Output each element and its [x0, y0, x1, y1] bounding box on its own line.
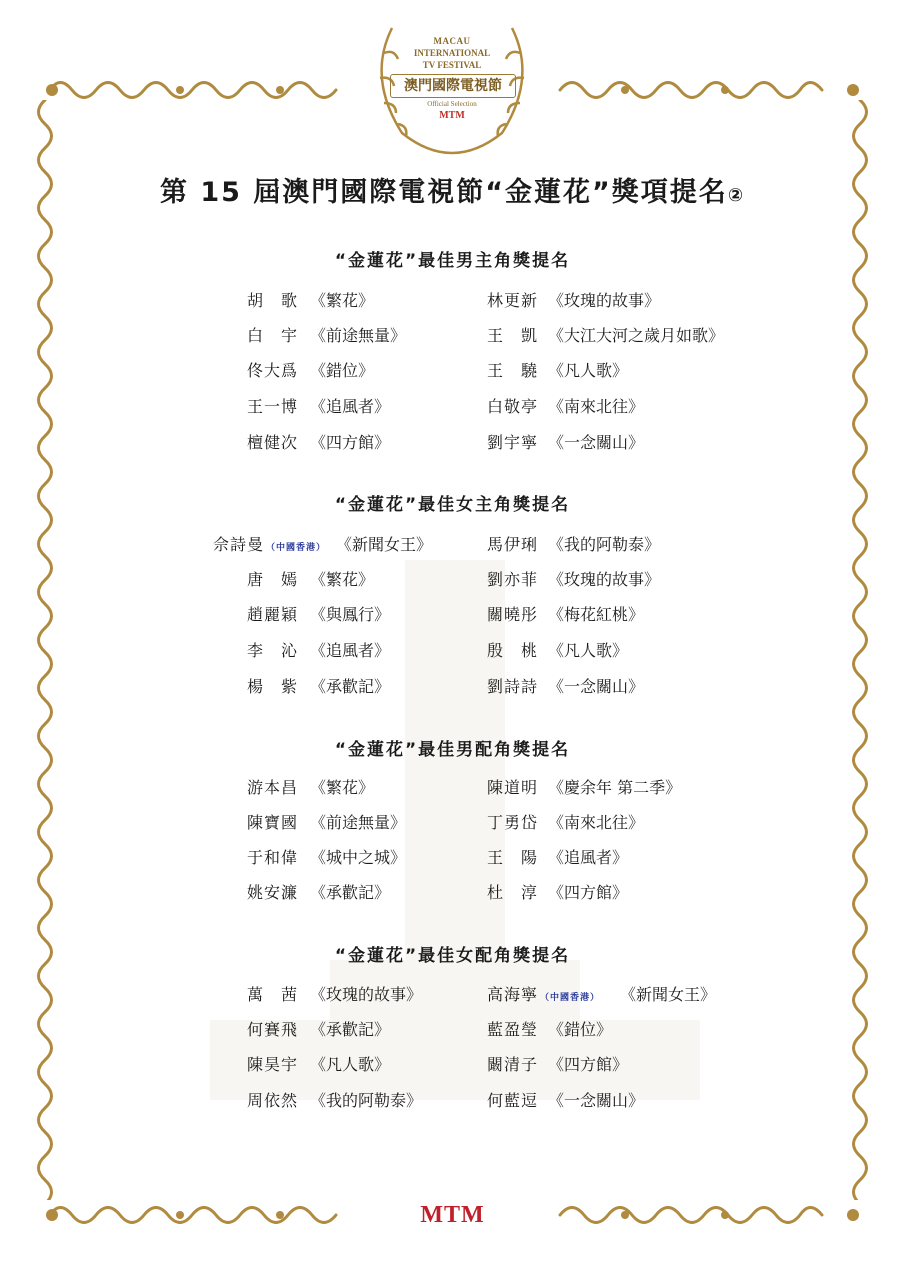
list-item: [0, 1053, 905, 1077]
nominee-name: [487, 983, 600, 1010]
nominee-name-text: 佘詩曼: [213, 535, 265, 554]
list-item: [0, 533, 905, 557]
nominee-name: 陳昊宇: [247, 1055, 299, 1074]
nominee-work: 《四方館》: [548, 1055, 629, 1074]
list-item: [0, 639, 905, 663]
nominee-name: 闞清子: [487, 1055, 539, 1074]
nominee-work: 《新聞女王》: [336, 535, 433, 554]
nominee-name: 陳寶國: [247, 813, 299, 832]
nominee-name: 唐 嫣: [247, 570, 299, 589]
nominee-work: 《承歡記》: [310, 677, 391, 696]
nominee-work: 《一念關山》: [548, 1091, 645, 1110]
nominee-name: 王 驍: [487, 361, 539, 380]
nominee-name: 何藍逗: [487, 1091, 539, 1110]
nominee-work: 《玫瑰的故事》: [310, 985, 423, 1004]
nominee-work: 《凡人歌》: [548, 641, 629, 660]
logo-line-international: INTERNATIONAL: [413, 48, 491, 58]
list-item: [0, 603, 905, 627]
nominee-name: 王 陽: [487, 848, 539, 867]
logo-line-mtm: MTM: [439, 110, 465, 121]
nominee-work: 《南來北往》: [548, 397, 645, 416]
list-item: [0, 395, 905, 419]
nominee-work: 《承歡記》: [310, 883, 391, 902]
logo-line-macau: MACAU: [433, 36, 471, 46]
nominee-name: 劉宇寧: [487, 433, 539, 452]
nominee-name-text: 高海寧: [487, 985, 539, 1004]
nominee-work: 《與鳳行》: [310, 605, 391, 624]
nominee-work: 《慶余年 第二季》: [548, 778, 682, 797]
nominee-work: 《追風者》: [548, 848, 629, 867]
nominee-work: 《前途無量》: [310, 326, 407, 345]
nominee-name: 白 宇: [247, 326, 299, 345]
nominee-work: 《四方館》: [310, 433, 391, 452]
nominee-name: 白敬亭: [487, 397, 539, 416]
nominee-work: 《追風者》: [310, 397, 391, 416]
nominee-name: 游本昌: [247, 778, 299, 797]
nominee-name: 李 沁: [247, 641, 299, 660]
nominee-name: 萬 茜: [247, 985, 299, 1004]
section-title-best-actress: “金蓮花”最佳女主角獎提名: [334, 495, 571, 515]
nominee-region: （中國香港）: [540, 993, 601, 1003]
nominee-work: 《凡人歌》: [310, 1055, 391, 1074]
festival-logo: [362, 8, 542, 158]
nominee-work: 《前途無量》: [310, 813, 407, 832]
list-item: [0, 1089, 905, 1113]
nominee-name: 佟大爲: [247, 361, 299, 380]
nominee-name: 周依然: [247, 1091, 299, 1110]
section-title-best-supporting-actor: “金蓮花”最佳男配角獎提名: [334, 740, 571, 760]
nominee-work: 《玫瑰的故事》: [548, 291, 661, 310]
nominee-region: （中國香港）: [266, 543, 327, 553]
nominee-work: 《我的阿勒泰》: [548, 535, 661, 554]
list-item: [0, 881, 905, 905]
nominee-work: 《我的阿勒泰》: [310, 1091, 423, 1110]
nominee-name: 劉亦菲: [487, 570, 539, 589]
nominee-name: 劉詩詩: [487, 677, 539, 696]
nominee-work: 《新聞女王》: [620, 985, 717, 1004]
nominee-name: 馬伊琍: [487, 535, 539, 554]
nominee-name: 檀健次: [247, 433, 299, 452]
nominee-name: 陳道明: [487, 778, 539, 797]
nominee-name: 姚安濂: [247, 883, 299, 902]
footer-brand-logo: MTM: [420, 1202, 485, 1228]
nominee-name: 王 凱: [487, 326, 539, 345]
list-item: [0, 811, 905, 835]
nominee-name: 于和偉: [247, 848, 299, 867]
list-item: [0, 359, 905, 383]
list-item: [0, 1018, 905, 1042]
nominee-name: 趙麗穎: [247, 605, 299, 624]
nominee-work: 《南來北往》: [548, 813, 645, 832]
list-item: [0, 568, 905, 592]
nominee-work: 《追風者》: [310, 641, 391, 660]
list-item: [0, 324, 905, 348]
nominee-work: 《繁花》: [310, 778, 375, 797]
page-title-text: 第 15 屆澳門國際電視節“金蓮花”獎項提名: [159, 177, 728, 208]
nominee-name: 王一博: [247, 397, 299, 416]
list-item: [0, 289, 905, 313]
nominee-name: 丁勇岱: [487, 813, 539, 832]
nominee-name: [213, 533, 326, 560]
logo-chinese-name: 澳門國際電視節: [390, 74, 516, 98]
section-title-best-supporting-actress: “金蓮花”最佳女配角獎提名: [334, 946, 571, 966]
nominee-work: 《錯位》: [548, 1020, 613, 1039]
nominee-work: 《繁花》: [310, 291, 375, 310]
nominee-name: 何賽飛: [247, 1020, 299, 1039]
page-title: [0, 170, 905, 209]
nominee-work: 《四方館》: [548, 883, 629, 902]
nominee-work: 《一念關山》: [548, 433, 645, 452]
nominee-work: 《玫瑰的故事》: [548, 570, 661, 589]
list-item: [0, 983, 905, 1007]
page-number-badge: ②: [727, 185, 746, 206]
list-item: [0, 776, 905, 800]
list-item: [0, 846, 905, 870]
nominee-work: 《大江大河之歲月如歌》: [548, 326, 725, 345]
logo-line-official-selection: Official Selection: [427, 100, 477, 108]
logo-line-tv-festival: TV FESTIVAL: [422, 60, 482, 70]
nominee-work: 《承歡記》: [310, 1020, 391, 1039]
nominee-work: 《一念關山》: [548, 677, 645, 696]
nominee-name: 胡 歌: [247, 291, 299, 310]
nominee-name: 楊 紫: [247, 677, 299, 696]
nominee-work: 《錯位》: [310, 361, 375, 380]
list-item: [0, 431, 905, 455]
nominee-name: 殷 桃: [487, 641, 539, 660]
nominee-name: 關曉彤: [487, 605, 539, 624]
nominee-work: 《城中之城》: [310, 848, 407, 867]
nominee-work: 《繁花》: [310, 570, 375, 589]
list-item: [0, 675, 905, 699]
nominee-work: 《凡人歌》: [548, 361, 629, 380]
nominee-name: 林更新: [487, 291, 539, 310]
nominee-name: 杜 淳: [487, 883, 539, 902]
nominee-name: 藍盈瑩: [487, 1020, 539, 1039]
nominee-work: 《梅花紅桃》: [548, 605, 645, 624]
section-title-best-actor: “金蓮花”最佳男主角獎提名: [334, 251, 571, 271]
